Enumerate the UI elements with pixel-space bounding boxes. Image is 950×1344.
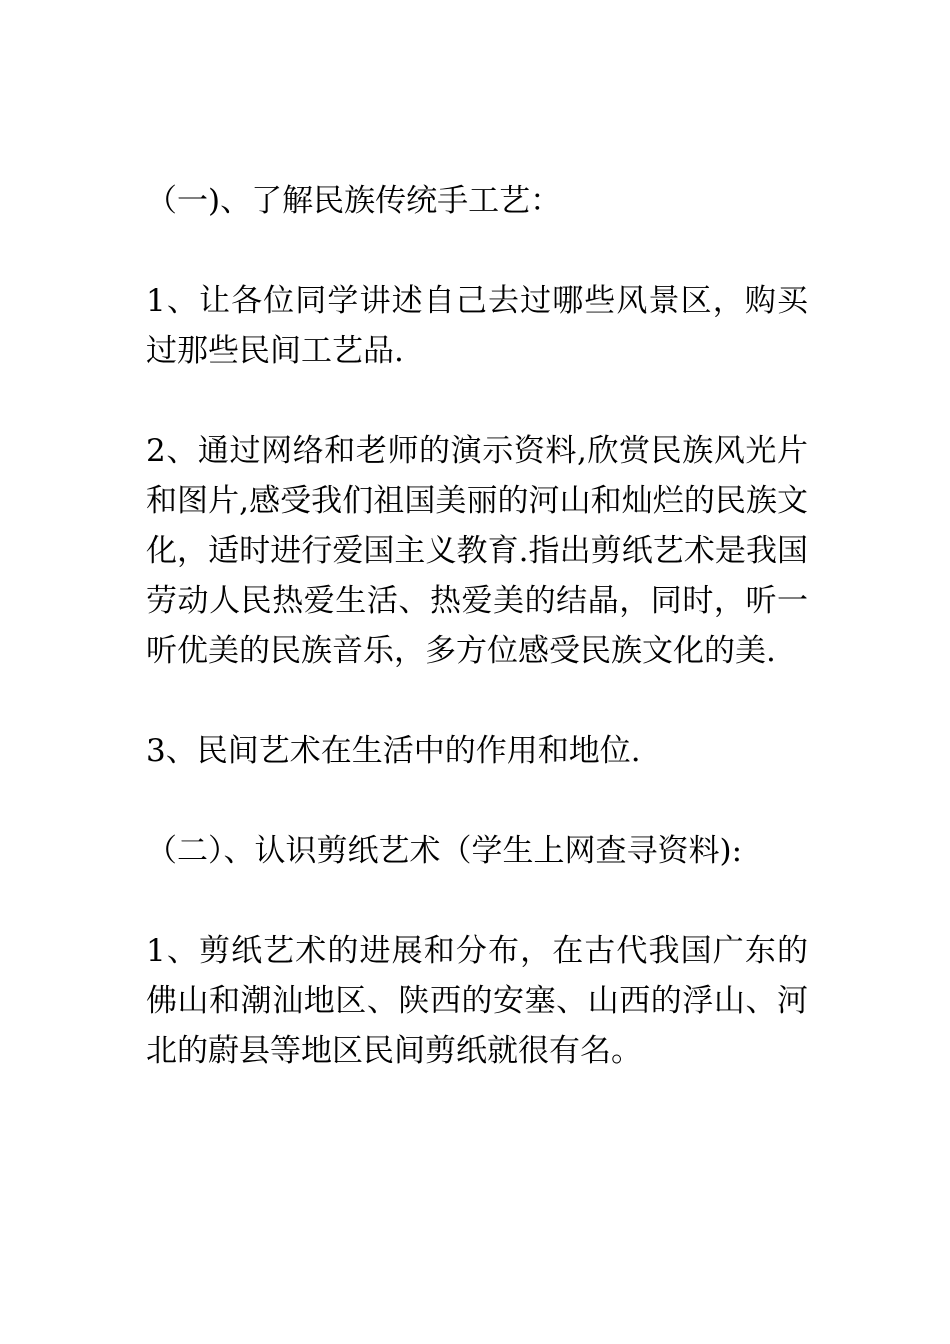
section-heading-1: （一)、了解民族传统手工艺： (146, 183, 562, 219)
list-item-2: 2、通过网络和老师的演示资料,欣赏民族风光片和图片,感受我们祖国美丽的河山和灿烂的民族文化，适时进行爱国主义教育.指出剪纸艺术是我国劳动人民热爱生活、热爱美的结晶，同时，听一听优美的民族音乐，多方位感受民族文化的美. (146, 433, 808, 669)
section-heading-2: （二）、认识剪纸艺术（学生上网查寻资料): (146, 833, 743, 869)
list-item-3: 3、民间艺术在生活中的作用和地位. (146, 733, 641, 769)
document-body (146, 176, 808, 1076)
list-item-4: 1、剪纸艺术的进展和分布，在古代我国广东的佛山和潮汕地区、陕西的安塞、山西的浮山、河北的蔚县等地区民间剪纸就很有名。 (146, 933, 808, 1069)
list-item-1: 1、让各位同学讲述自己去过哪些风景区，购买过那些民间工艺品. (146, 283, 808, 369)
